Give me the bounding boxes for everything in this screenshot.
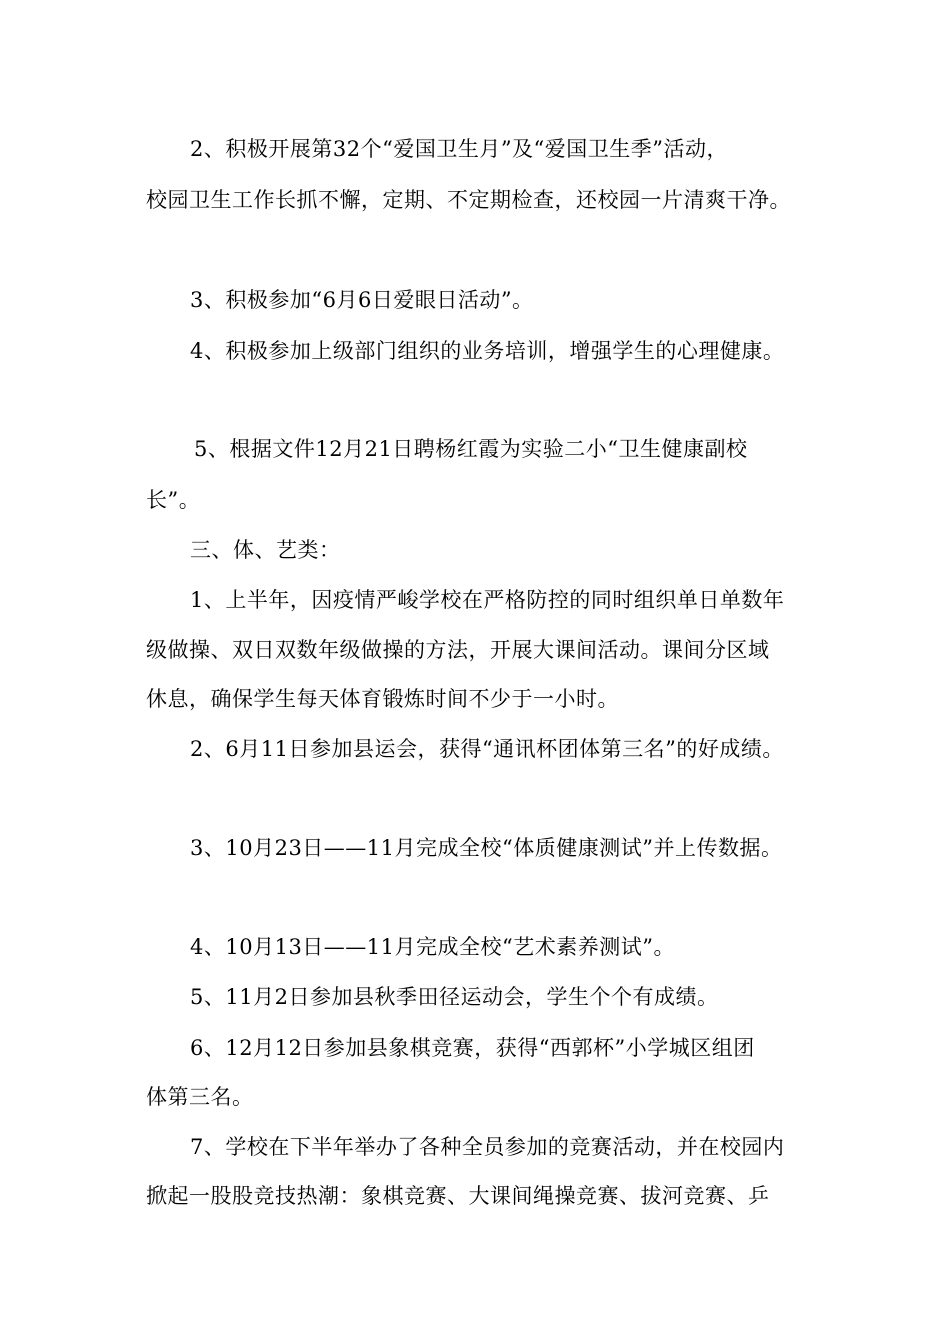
text-line: 3、10月23日——11月完成全校“体质健康测试”并上传数据。 bbox=[190, 836, 783, 860]
section-heading: 三、体、艺类： bbox=[190, 538, 341, 562]
text-line: 6、12月12日参加县象棋竞赛，获得“西郭杯”小学城区组团 bbox=[190, 1036, 755, 1060]
text-line: 5、11月2日参加县秋季田径运动会，学生个个有成绩。 bbox=[190, 985, 719, 1009]
text-line: 5、根据文件12月21日聘杨红霞为实验二小“卫生健康副校 bbox=[194, 437, 748, 461]
text-line: 7、学校在下半年举办了各种全员参加的竞赛活动，并在校园内 bbox=[190, 1135, 785, 1159]
text-line: 3、积极参加“6月6日爱眼日活动”。 bbox=[190, 288, 534, 312]
text-line: 1、上半年，因疫情严峻学校在严格防控的同时组织单日单数年 bbox=[190, 588, 785, 612]
text-line: 级做操、双日双数年级做操的方法，开展大课间活动。课间分区域 bbox=[146, 638, 770, 662]
text-line: 掀起一股股竞技热潮：象棋竞赛、大课间绳操竞赛、拔河竞赛、乒 bbox=[146, 1184, 770, 1208]
text-line: 2、积极开展第32个“爱国卫生月”及“爱国卫生季”活动， bbox=[190, 137, 729, 161]
text-line: 4、积极参加上级部门组织的业务培训，增强学生的心理健康。 bbox=[190, 339, 785, 363]
text-line: 长”。 bbox=[146, 488, 201, 512]
text-line: 体第三名。 bbox=[146, 1085, 254, 1109]
text-line: 校园卫生工作长抓不懈，定期、不定期检查，还校园一片清爽干净。 bbox=[146, 188, 791, 212]
text-line: 休息，确保学生每天体育锻炼时间不少于一小时。 bbox=[146, 687, 619, 711]
text-line: 2、6月11日参加县运会，获得“通讯杯团体第三名”的好成绩。 bbox=[190, 737, 784, 761]
text-line: 4、10月13日——11月完成全校“艺术素养测试”。 bbox=[190, 935, 675, 959]
